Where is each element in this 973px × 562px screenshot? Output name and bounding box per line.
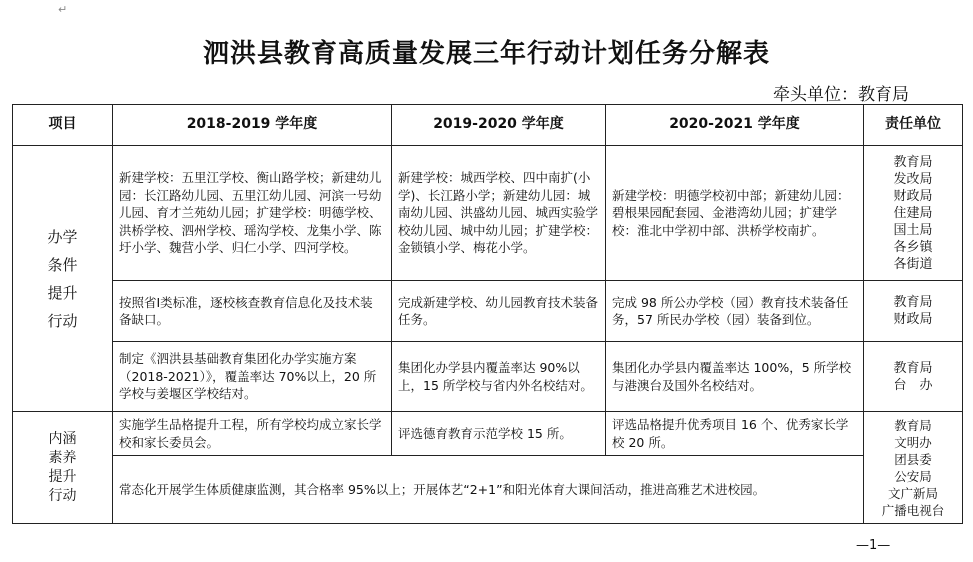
cell-year-1: 实施学生品格提升工程，所有学校均成立家长学校和家长委员会。	[113, 412, 392, 456]
cell-year-2: 新建学校：城西学校、四中南扩(小学)、长江路小学；新建幼儿园：城南幼儿园、洪盛幼儿园、城西实验学校幼儿园、城中幼儿园；扩建学校：金锁镇小学、梅花小学。	[392, 146, 606, 281]
cell-year-2: 集团化办学县内覆盖率达 90%以上，15 所学校与省内外名校结对。	[392, 342, 606, 412]
unit: 住建局	[893, 205, 933, 221]
task-table	[12, 104, 963, 524]
cell-year-2: 评选德育教育示范学校 15 所。	[392, 412, 606, 456]
cell-year-3: 集团化办学县内覆盖率达 100%，5 所学校与港澳台及国外名校结对。	[606, 342, 864, 412]
header-year-3: 2020-2021 学年度	[606, 105, 864, 146]
responsible-units	[864, 412, 963, 524]
header-year-1: 2018-2019 学年度	[113, 105, 392, 146]
responsible-units	[864, 342, 963, 412]
cell-year-1: 按照省Ⅰ类标准，逐校核查教育信息化及技术装备缺口。	[113, 281, 392, 342]
unit: 财政局	[893, 188, 933, 204]
header-project: 项目	[13, 105, 113, 146]
section-name-condition	[13, 146, 113, 412]
table-row	[13, 456, 963, 524]
unit: 教育局	[894, 417, 932, 433]
section-name-line: 素养	[48, 449, 77, 466]
unit: 国土局	[893, 222, 933, 238]
cell-year-2: 完成新建学校、幼儿园教育技术装备任务。	[392, 281, 606, 342]
section-name-line: 行动	[47, 311, 78, 330]
cell-merged: 常态化开展学生体质健康监测，其合格率 95%以上；开展体艺“2+1”和阳光体育大课间活动，推进高雅艺术进校园。	[113, 456, 864, 524]
section-name-line: 行动	[48, 487, 77, 504]
paragraph-mark: ↵	[58, 3, 68, 16]
table-row	[13, 281, 963, 342]
header-year-2: 2019-2020 学年度	[392, 105, 606, 146]
unit: 公安局	[894, 468, 932, 484]
section-name-line: 提升	[47, 283, 78, 302]
section-name-line: 提升	[48, 468, 77, 485]
unit: 各乡镇	[893, 239, 933, 255]
table-row	[13, 146, 963, 281]
unit: 教育局	[893, 360, 933, 376]
table-row	[13, 342, 963, 412]
unit: 广播电视台	[881, 502, 945, 518]
unit: 财政局	[893, 312, 933, 327]
page-number: —1—	[856, 538, 891, 553]
section-name-line: 办学	[47, 227, 78, 246]
responsible-units	[864, 146, 963, 281]
header-row	[13, 105, 963, 146]
unit: 台 办	[893, 377, 933, 393]
section-name-line: 内涵	[48, 430, 77, 447]
table-row	[13, 412, 963, 456]
unit: 发改局	[893, 171, 933, 187]
responsible-units	[864, 281, 963, 342]
cell-year-1: 制定《泗洪县基础教育集团化办学实施方案（2018-2021）》，覆盖率达 70%以上，20 所学校与姜堰区学校结对。	[113, 342, 392, 412]
cell-year-3: 评选品格提升优秀项目 16 个、优秀家长学校 20 所。	[606, 412, 864, 456]
unit: 教育局	[893, 154, 933, 170]
unit: 文广新局	[887, 485, 938, 501]
header-responsible: 责任单位	[864, 105, 963, 146]
document-title: 泗洪县教育高质量发展三年行动计划任务分解表	[202, 39, 770, 69]
unit: 教育局	[893, 295, 933, 310]
cell-year-3: 新建学校：明德学校初中部；新建幼儿园：碧根果园配套园、金港湾幼儿园；扩建学校：淮北中学初中部、洪桥学校南扩。	[606, 146, 864, 281]
cell-year-1: 新建学校：五里江学校、衡山路学校；新建幼儿园：长江路幼儿园、五里江幼儿园、河滨一号幼儿园、育才兰苑幼儿园；扩建学校：明德学校、洪桥学校、泗州学校、瑶沟学校、龙集小学、陈圩小学、魏营小学、归仁小学、四河学校。	[113, 146, 392, 281]
section-name-line: 条件	[47, 255, 78, 274]
unit: 文明办	[894, 434, 932, 450]
unit: 团县委	[894, 451, 932, 467]
unit: 各街道	[893, 256, 933, 272]
cell-year-3: 完成 98 所公办学校（园）教育技术装备任务，57 所民办学校（园）装备到位。	[606, 281, 864, 342]
section-name-quality	[13, 412, 113, 524]
lead-unit: 牵头单位：教育局	[773, 85, 909, 105]
